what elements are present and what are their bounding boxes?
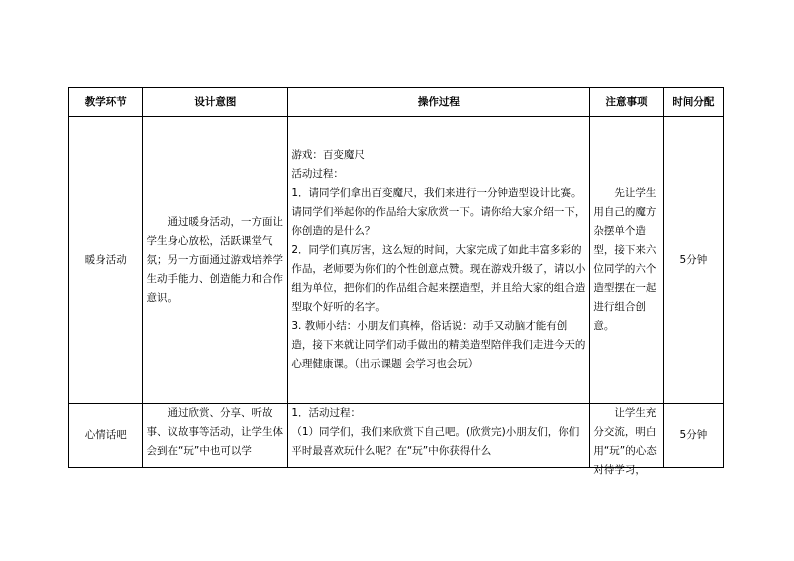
table-row bbox=[69, 404, 724, 468]
notes-cell: 先让学生用自己的魔方杂摆单个造型，接下来六位同学的六个造型摆在一起进行组合创意。 bbox=[590, 117, 663, 404]
process-cell: 游戏：百变魔尺 活动过程： 1．请同学们拿出百变魔尺，我们来进行一分钟造型设计比赛。请同学们举起你的作品给大家欣赏一下。请你给大家介绍一下，你创造的是什么？ 2．同学们真厉害，这么短的时间，大家完成了如此丰富多彩的作品，老师要为你们的个性创意点赞。现在游戏升级了，请以小组为单位，把你们的作品组合起来摆造型，并且给大家的组合造型取个好听的名字。 3. 教师小结：小朋友们真棒，俗话说：动手又动脑才能有创造，接下来就让同学们动手做出的精美造型陪伴我们走进今天的心理健康课。（出示课题 会学习也会玩） bbox=[288, 117, 590, 404]
time-cell: 5分钟 bbox=[663, 404, 723, 468]
header-process: 操作过程 bbox=[288, 88, 590, 117]
table-row bbox=[69, 117, 724, 404]
table-header-row bbox=[69, 88, 724, 117]
header-intent: 设计意图 bbox=[143, 88, 288, 117]
header-notes: 注意事项 bbox=[590, 88, 663, 117]
stage-cell: 心情话吧 bbox=[69, 404, 143, 468]
intent-cell: 通过暖身活动，一方面让学生身心放松，活跃课堂气氛；另一方面通过游戏培养学生动手能力、创造能力和合作意识。 bbox=[143, 117, 288, 404]
header-stage: 教学环节 bbox=[69, 88, 143, 117]
time-cell: 5分钟 bbox=[663, 117, 723, 404]
lesson-plan-table bbox=[68, 87, 724, 476]
process-cell: 1．活动过程： （1）同学们，我们来欣赏下自己吧。(欣赏完)小朋友们，你们平时最喜欢玩什么呢？在“玩”中你获得什么 bbox=[288, 404, 590, 468]
intent-cell: 通过欣赏、分享、听故事、议故事等活动，让学生体会到在“玩”中也可以学 bbox=[143, 404, 288, 468]
header-time: 时间分配 bbox=[663, 88, 723, 117]
stage-cell: 暖身活动 bbox=[69, 117, 143, 404]
notes-cell: 让学生充分交流，明白用“玩”的心态对待学习， bbox=[590, 404, 663, 468]
